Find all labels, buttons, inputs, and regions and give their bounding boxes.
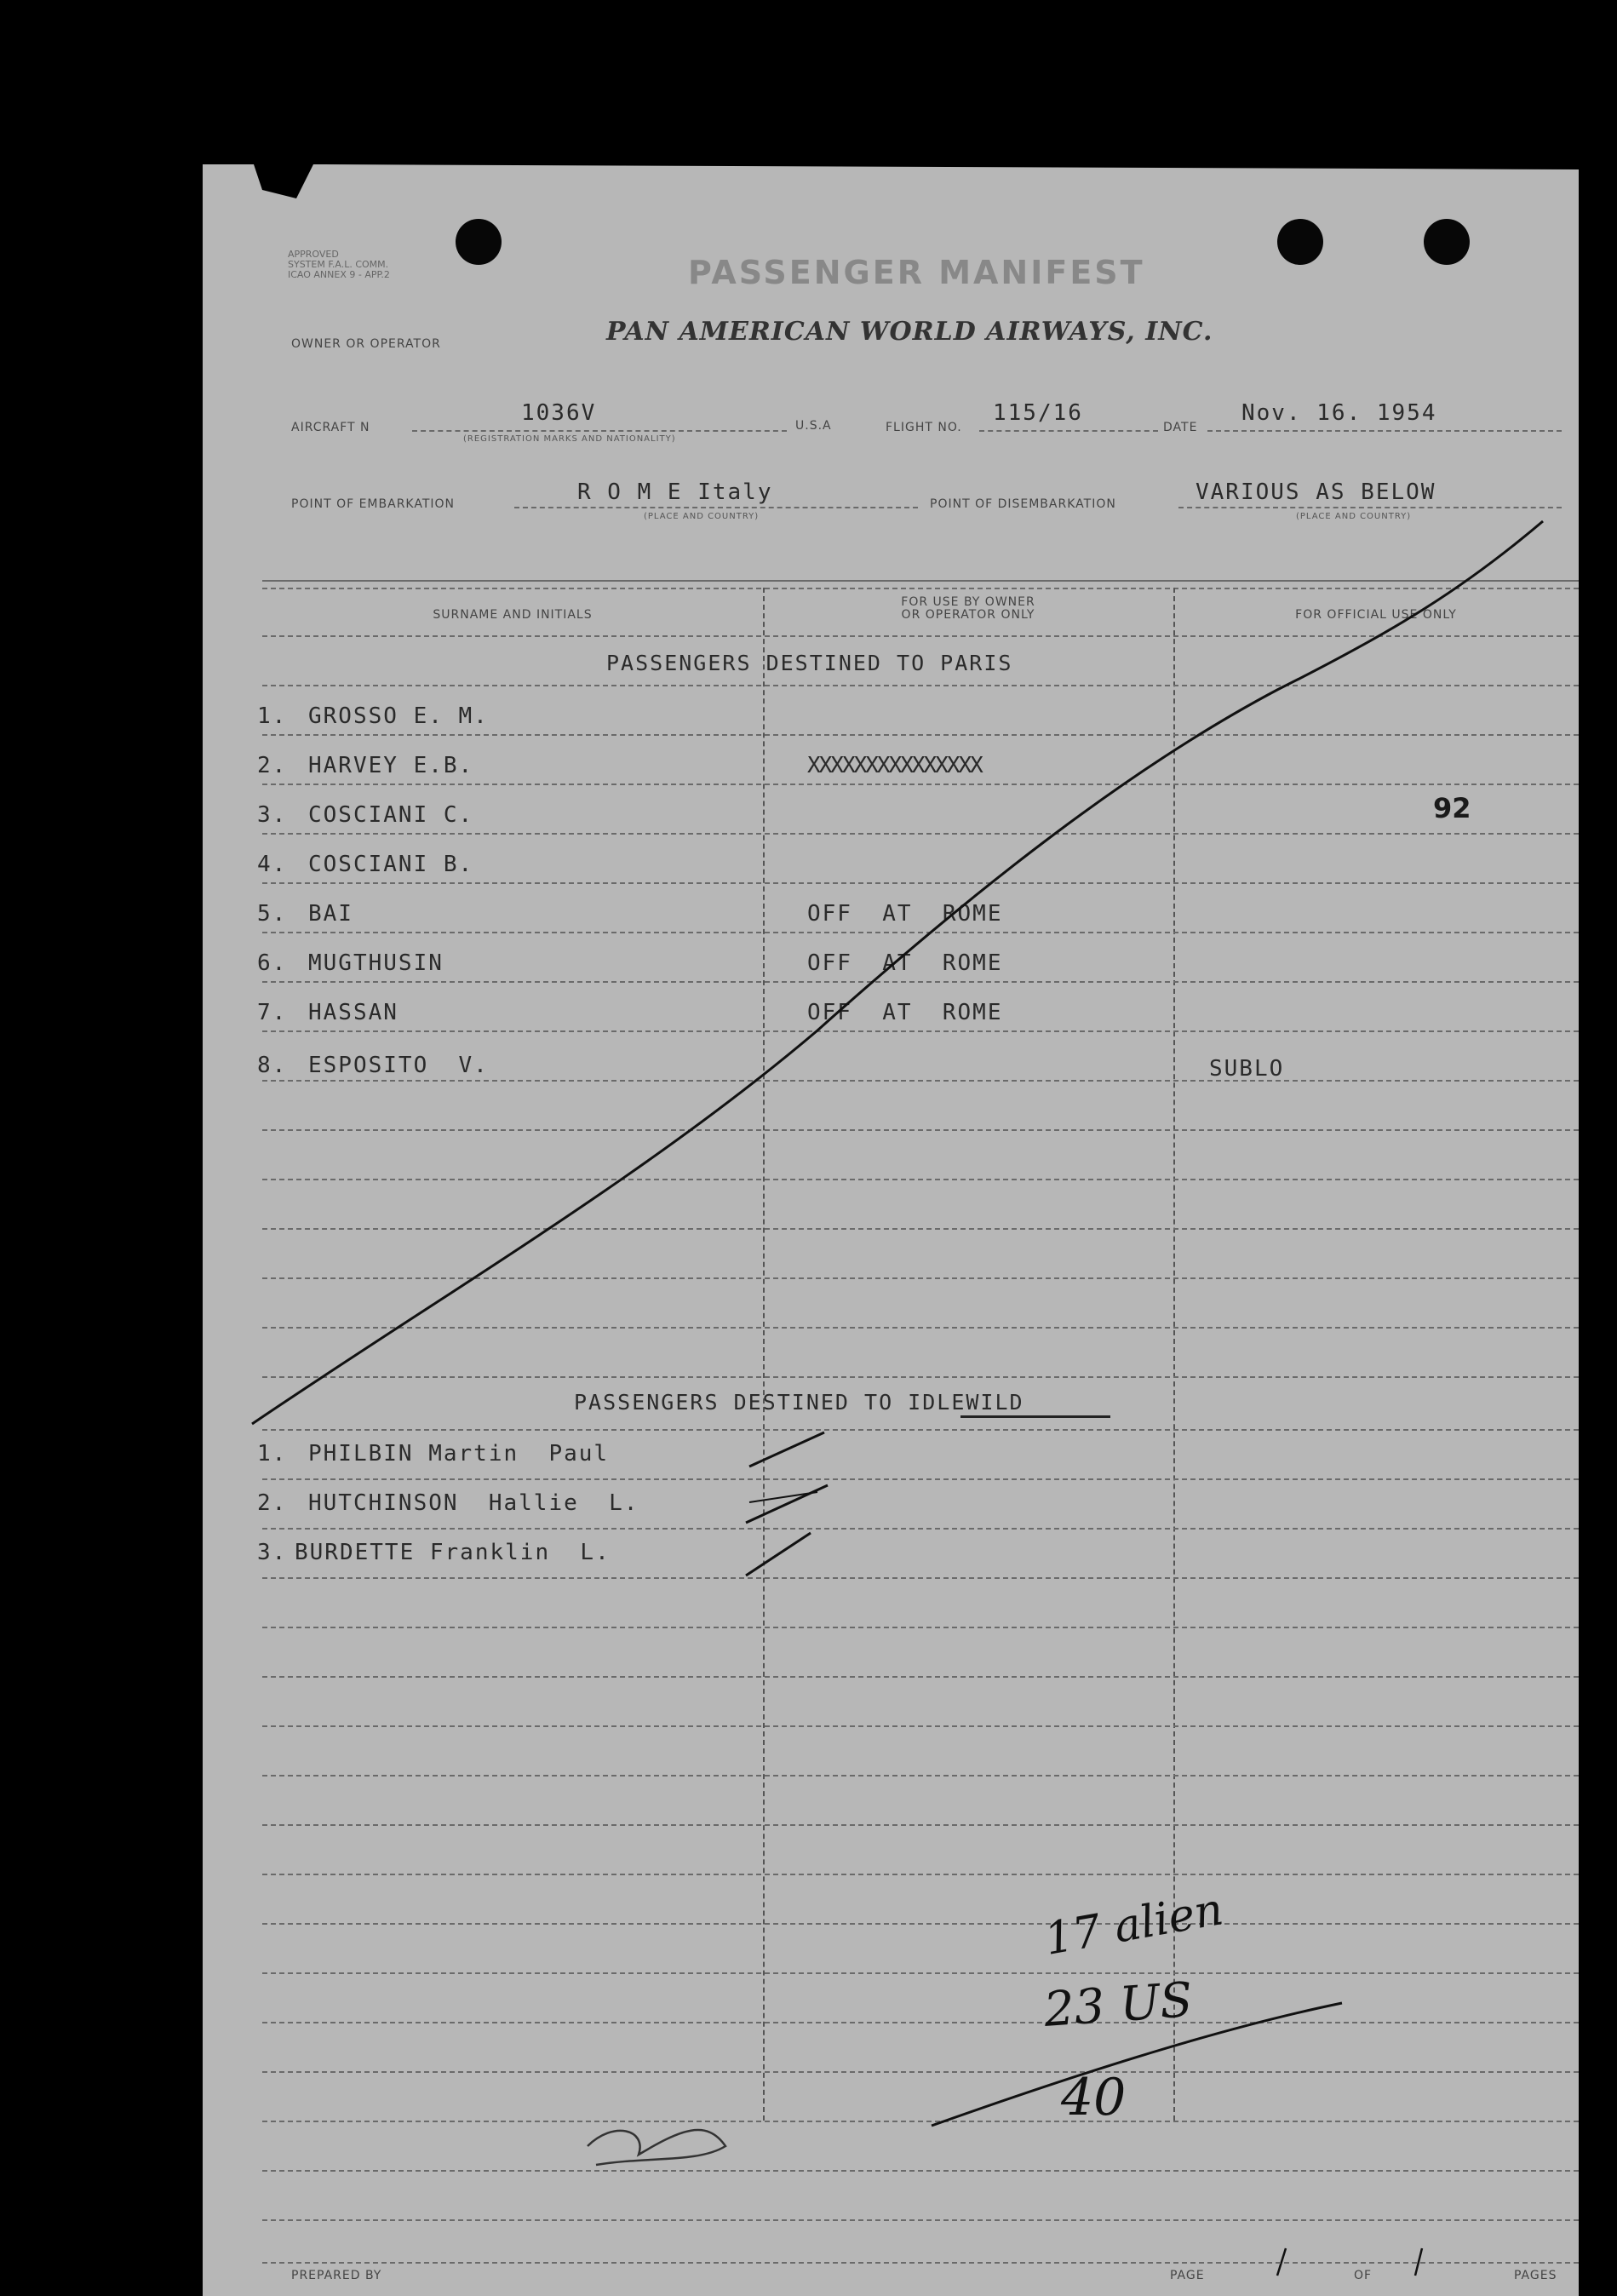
ruled-line bbox=[262, 1725, 1579, 1727]
ruled-line bbox=[262, 1228, 1579, 1230]
passenger-name: PHILBIN Martin Paul bbox=[308, 1441, 610, 1467]
ruled-line bbox=[262, 2022, 1579, 2023]
flight-underline bbox=[979, 430, 1158, 432]
ruled-line bbox=[262, 1179, 1579, 1180]
ruled-line bbox=[262, 1277, 1579, 1279]
row-number: 4. bbox=[257, 852, 288, 877]
ruled-line bbox=[262, 1874, 1579, 1875]
disembark-label: POINT OF DISEMBARKATION bbox=[930, 497, 1116, 511]
ruled-line bbox=[262, 833, 1579, 835]
flight-label: FLIGHT NO. bbox=[886, 421, 962, 434]
punch-hole bbox=[1277, 219, 1323, 265]
ruled-line bbox=[262, 1577, 1579, 1579]
ruled-line bbox=[262, 2170, 1579, 2172]
flight-value: 115/16 bbox=[993, 400, 1083, 426]
operator-name: PAN AMERICAN WORLD AIRWAYS, INC. bbox=[606, 317, 1213, 347]
idlewild-underline bbox=[960, 1415, 1110, 1418]
official-note: 92 bbox=[1433, 792, 1471, 824]
ruled-line bbox=[262, 1824, 1579, 1826]
approval-stamp bbox=[288, 250, 390, 280]
table-top-rule bbox=[262, 588, 1579, 589]
ruled-line bbox=[262, 1676, 1579, 1678]
date-underline bbox=[1207, 430, 1562, 432]
passenger-name: MUGTHUSIN bbox=[308, 950, 444, 976]
punch-hole bbox=[456, 219, 502, 265]
col-header-owner-line: OR OPERATOR ONLY bbox=[901, 608, 1035, 622]
date-label: DATE bbox=[1163, 421, 1198, 434]
ruled-line bbox=[262, 932, 1579, 933]
section-heading-paris: PASSENGERS DESTINED TO PARIS bbox=[606, 651, 1013, 675]
approval-line: ICAO ANNEX 9 - APP.2 bbox=[288, 269, 390, 280]
row-number: 3. bbox=[257, 1540, 288, 1565]
disembark-value: VARIOUS AS BELOW bbox=[1196, 479, 1436, 505]
ruled-line bbox=[262, 1478, 1579, 1480]
of-label: OF bbox=[1354, 2269, 1373, 2282]
passenger-name: COSCIANI B. bbox=[308, 852, 474, 877]
ruled-line bbox=[262, 1627, 1579, 1628]
footer-rule bbox=[262, 2262, 1579, 2264]
ruled-line bbox=[262, 1129, 1579, 1131]
row-number: 5. bbox=[257, 901, 288, 927]
disembark-underline bbox=[1178, 507, 1562, 508]
approval-line: APPROVED bbox=[288, 249, 339, 260]
passenger-name: HUTCHINSON Hallie L. bbox=[308, 1490, 639, 1516]
embark-value: R O M E Italy bbox=[577, 479, 773, 505]
ruled-line bbox=[262, 1376, 1579, 1378]
ruled-line bbox=[262, 1528, 1579, 1530]
owner-note: OFF AT ROME bbox=[807, 901, 1003, 927]
ruled-line bbox=[262, 1775, 1579, 1777]
column-divider bbox=[763, 588, 765, 2121]
passenger-name: HARVEY E.B. bbox=[308, 753, 474, 778]
passenger-name: ESPOSITO V. bbox=[308, 1053, 489, 1078]
ruled-line bbox=[262, 2121, 1579, 2122]
form-title: PASSENGER MANIFEST bbox=[688, 254, 1145, 291]
ruled-line bbox=[262, 882, 1579, 884]
row-number: 6. bbox=[257, 950, 288, 976]
handwritten-us-count: 23 US bbox=[1041, 1972, 1195, 2039]
ruled-line bbox=[262, 1080, 1579, 1082]
row-number: 8. bbox=[257, 1053, 288, 1078]
prepared-by-label: PREPARED BY bbox=[291, 2269, 382, 2282]
row-number: 2. bbox=[257, 753, 288, 778]
ruled-line bbox=[262, 2071, 1579, 2073]
ruled-line bbox=[262, 685, 1579, 686]
approval-line: SYSTEM F.A.L. COMM. bbox=[288, 259, 389, 270]
date-value: Nov. 16. 1954 bbox=[1241, 400, 1437, 426]
handwritten-alien-count: 17 alien bbox=[1041, 1884, 1227, 1966]
page-label: PAGE bbox=[1170, 2269, 1205, 2282]
ruled-line bbox=[262, 2219, 1579, 2221]
ruled-line bbox=[262, 1923, 1579, 1925]
section-heading-idlewild: PASSENGERS DESTINED TO IDLEWILD bbox=[574, 1390, 1024, 1415]
passenger-name: HASSAN bbox=[308, 1000, 399, 1025]
handwritten-total: 40 bbox=[1061, 2068, 1127, 2127]
ruled-line bbox=[262, 1327, 1579, 1329]
aircraft-label: AIRCRAFT N bbox=[291, 421, 370, 434]
passenger-name: BURDETTE Franklin L. bbox=[295, 1540, 611, 1565]
disembark-sublabel: (PLACE AND COUNTRY) bbox=[1296, 512, 1412, 521]
col-header-owner-line: FOR USE BY OWNER bbox=[901, 595, 1035, 609]
row-number: 7. bbox=[257, 1000, 288, 1025]
embark-underline bbox=[514, 507, 918, 508]
owner-note: XXXXXXXXXXXXXXX bbox=[807, 753, 982, 778]
row-number: 3. bbox=[257, 802, 288, 828]
ruled-line bbox=[262, 1972, 1579, 1974]
header-bottom-rule bbox=[262, 635, 1579, 637]
row-number: 2. bbox=[257, 1490, 288, 1516]
aircraft-underline bbox=[412, 430, 787, 432]
col-header-owner bbox=[763, 596, 1173, 622]
passenger-name: COSCIANI C. bbox=[308, 802, 474, 828]
ruled-line bbox=[262, 1030, 1579, 1032]
official-note: SUBLO bbox=[1209, 1056, 1285, 1082]
col-header-official: FOR OFFICIAL USE ONLY bbox=[1295, 608, 1457, 622]
table-top-rule bbox=[262, 580, 1579, 582]
col-header-name: SURNAME AND INITIALS bbox=[433, 608, 593, 622]
nationality: U.S.A bbox=[795, 419, 832, 433]
embark-label: POINT OF EMBARKATION bbox=[291, 497, 456, 511]
row-number: 1. bbox=[257, 703, 288, 729]
owner-note: OFF AT ROME bbox=[807, 950, 1003, 976]
aircraft-sublabel: (REGISTRATION MARKS AND NATIONALITY) bbox=[463, 434, 676, 444]
passenger-name: BAI bbox=[308, 901, 353, 927]
ruled-line bbox=[262, 784, 1579, 785]
ruled-line bbox=[262, 981, 1579, 983]
owner-note: OFF AT ROME bbox=[807, 1000, 1003, 1025]
ruled-line bbox=[262, 1429, 1579, 1431]
passenger-name: GROSSO E. M. bbox=[308, 703, 489, 729]
punch-hole bbox=[1424, 219, 1470, 265]
row-number: 1. bbox=[257, 1441, 288, 1467]
ruled-line bbox=[262, 734, 1579, 736]
pages-label: PAGES bbox=[1514, 2269, 1557, 2282]
aircraft-value: 1036V bbox=[521, 400, 597, 426]
embark-sublabel: (PLACE AND COUNTRY) bbox=[644, 512, 760, 521]
operator-label: OWNER OR OPERATOR bbox=[291, 337, 441, 351]
